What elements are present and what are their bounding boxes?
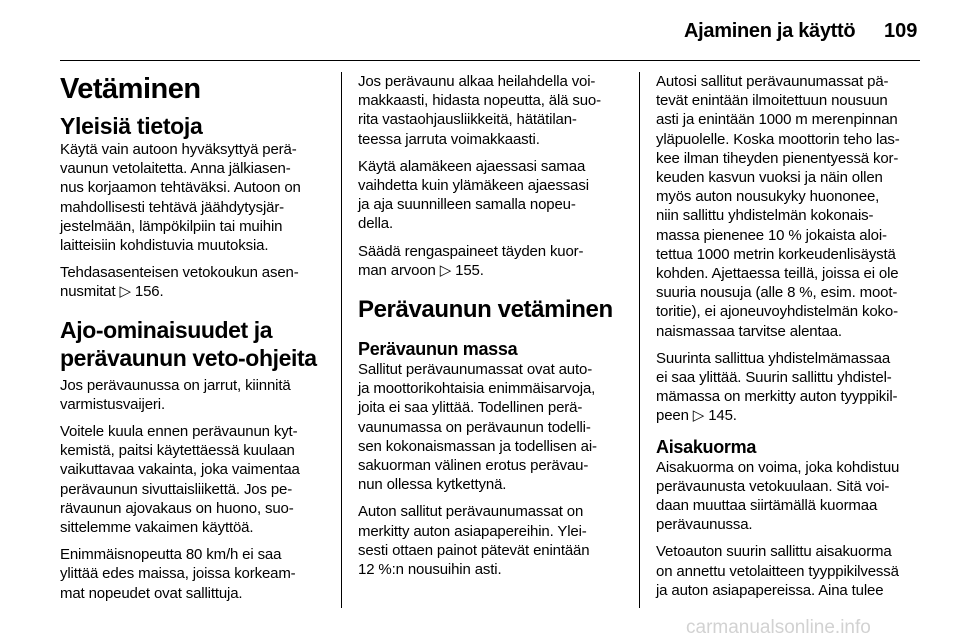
column-1 [60, 72, 330, 611]
paragraph [60, 545, 330, 603]
text-line: daan muuttaa siirtämällä kuormaa [656, 497, 878, 515]
text-line: ja auton asiapapereissa. Aina tulee [656, 581, 884, 599]
text-line: Auton sallitut perävaunumassat on [358, 503, 584, 521]
text-line: toritie), ei ajoneuvoyhdistelmän koko- [656, 303, 898, 321]
text-line: Suurinta sallittua yhdistelmämassaa [656, 349, 891, 367]
text-line: mämassa on merkitty auton tyyppikil- [656, 388, 898, 406]
text-line: sen kokonaismassan ja todellisen ai- [358, 437, 597, 455]
heading-yleisia-tietoja: Yleisiä tietoja [60, 113, 203, 139]
text-line: laitteisiin kohdistuvia muutoksia. [60, 237, 269, 255]
paragraph [60, 263, 330, 301]
text-line: suuria nousuja (alle 8 %, esim. moot- [656, 284, 898, 302]
running-header-title: Ajaminen ja käyttö [684, 20, 856, 42]
text-line: Jos perävaunu alkaa heilahdella voi- [358, 73, 596, 90]
paragraph [656, 349, 926, 426]
text-line: Käytä vain autoon hyväksyttyä perä- [60, 141, 297, 158]
text-line: peen ▷ 145. [656, 407, 737, 425]
text-line: sesti ottaen painot pätevät enintään [358, 541, 590, 559]
header-rule [60, 60, 920, 61]
text-line: ja moottorikohtaisia enimmäisarvoja, [358, 380, 596, 398]
paragraph [60, 422, 330, 537]
paragraph [358, 502, 628, 579]
text-line: sakuorman välinen erotus perävau- [358, 457, 589, 475]
text-line: nusmitat ▷ 156. [60, 283, 164, 301]
text-line: sittelemme vakaimen käyttöä. [60, 519, 254, 537]
text-line: niin sallittu yhdistelmän kokonais- [656, 207, 874, 225]
text-line: asti ja enintään 1000 m merenpinnan [656, 111, 898, 129]
text-line: naismassaa tarvitse alentaa. [656, 322, 842, 340]
text-line: perävaunusta vetokuulaan. Sitä voi- [656, 477, 890, 495]
text-line: merkitty auton asiapapereihin. Ylei- [358, 522, 587, 540]
text-line: Voitele kuula ennen perävaunun kyt- [60, 423, 298, 441]
text-line: rita vastaohjausliikkeitä, hätätilan- [358, 111, 577, 129]
paragraph [656, 542, 926, 600]
text-line: ei saa ylittää. Suurin sallittu yhdistel- [656, 369, 892, 387]
text-line: yläpuolelle. Koska moottorin teho las- [656, 130, 900, 148]
text-line: kee ilman tiheyden pienentyessä kor- [656, 149, 899, 167]
text-line: tevät enintään ilmoitettuun nousuun [656, 92, 888, 110]
text-line: Enimmäisnopeutta 80 km/h ei saa [60, 546, 282, 564]
column-divider-1 [341, 72, 342, 608]
page-number: 109 [884, 20, 918, 42]
paragraph [60, 376, 330, 414]
text-line: 12 %:n nousuihin asti. [358, 561, 502, 579]
text-line: perävaunussa. [656, 516, 753, 534]
text-line: Autosi sallitut perävaunumassat pä- [656, 73, 889, 90]
paragraph [656, 458, 926, 535]
text-line: vaunumassa on perävaunun todelli- [358, 418, 591, 436]
section-title-vetaminen: Vetäminen [60, 73, 201, 105]
text-line: makkaasti, hidasta nopeutta, älä suo- [358, 92, 601, 110]
text-line: Vetoauton suurin sallittu aisakuorma [656, 543, 892, 561]
text-line: mahdollisesti tehtävä jäähdytysjär- [60, 198, 285, 216]
paragraph [358, 242, 628, 280]
heading-peravaunun-vetaminen: Perävaunun vetäminen [358, 296, 613, 324]
text-line: on annettu vetolaitteen tyyppikilvessä [656, 562, 899, 580]
column-2 [358, 72, 628, 587]
heading-peravaunun-massa: Perävaunun massa [358, 339, 518, 360]
text-line: joita ei saa ylittää. Todellinen perä- [358, 399, 583, 417]
text-line: nus korjaamon tehtäväksi. Autoon on [60, 179, 301, 197]
heading-ajo-ominaisuudet [60, 316, 330, 372]
text-line: tettua 1000 metrin korkeudenlisäystä [656, 245, 896, 263]
text-line: keuden kasvun vuoksi ja näin ollen [656, 169, 883, 187]
text-line: Jos perävaunussa on jarrut, kiinnitä [60, 376, 291, 394]
text-line: kemistä, paitsi käytettäessä kuulaan [60, 442, 295, 460]
paragraph [656, 72, 926, 341]
watermark: carmanualsonline.info [686, 617, 871, 638]
text-line: perävaunun sivuttaisliikettä. Jos pe- [60, 480, 293, 498]
text-line: ja aja suunnilleen samalla nopeu- [358, 196, 576, 214]
text-line: teessa jarruta voimakkaasti. [358, 130, 540, 148]
text-line: rävaunun ajovakaus on huono, suo- [60, 499, 294, 517]
text-line: ylittää edes maissa, joissa korkeam- [60, 565, 296, 583]
paragraph [358, 157, 628, 234]
text-line: Säädä rengaspaineet täyden kuor- [358, 242, 584, 260]
heading-aisakuorma: Aisakuorma [656, 436, 757, 457]
text-line: kohden. Ajettaessa teillä, joissa ei ole [656, 265, 899, 283]
column-divider-2 [639, 72, 640, 608]
text-line: vaikuttavaa vakainta, joka vaimentaa [60, 461, 300, 479]
paragraph [60, 140, 330, 255]
text-line: nun ollessa kytkettynä. [358, 476, 507, 494]
text-line: Käytä alamäkeen ajaessasi samaa [358, 157, 586, 175]
text-line: vaihdetta kuin ylämäkeen ajaessasi [358, 177, 589, 195]
text-line: man arvoon ▷ 155. [358, 261, 484, 279]
text-line: varmistusvaijeri. [60, 395, 165, 413]
text-line: Sallitut perävaunumassat ovat auto- [358, 361, 593, 379]
text-line: perävaunun veto-ohjeita [60, 344, 317, 371]
text-line: Tehdasasenteisen vetokoukun asen- [60, 264, 299, 282]
text-line: Aisakuorma on voima, joka kohdistuu [656, 458, 900, 476]
text-line: Ajo-ominaisuudet ja [60, 316, 273, 343]
text-line: della. [358, 215, 393, 233]
text-line: jestelmään, lämpökilpiin tai muihin [60, 217, 283, 235]
text-line: massa pienenee 10 % jokaista aloi- [656, 226, 887, 244]
column-3 [656, 72, 926, 608]
text-line: vaunun vetolaitetta. Anna jälkiasen- [60, 160, 291, 178]
paragraph [358, 72, 628, 149]
paragraph [358, 360, 628, 494]
text-line: mat nopeudet ovat sallittuja. [60, 584, 243, 602]
text-line: myös auton nousukyky huononee, [656, 188, 880, 206]
